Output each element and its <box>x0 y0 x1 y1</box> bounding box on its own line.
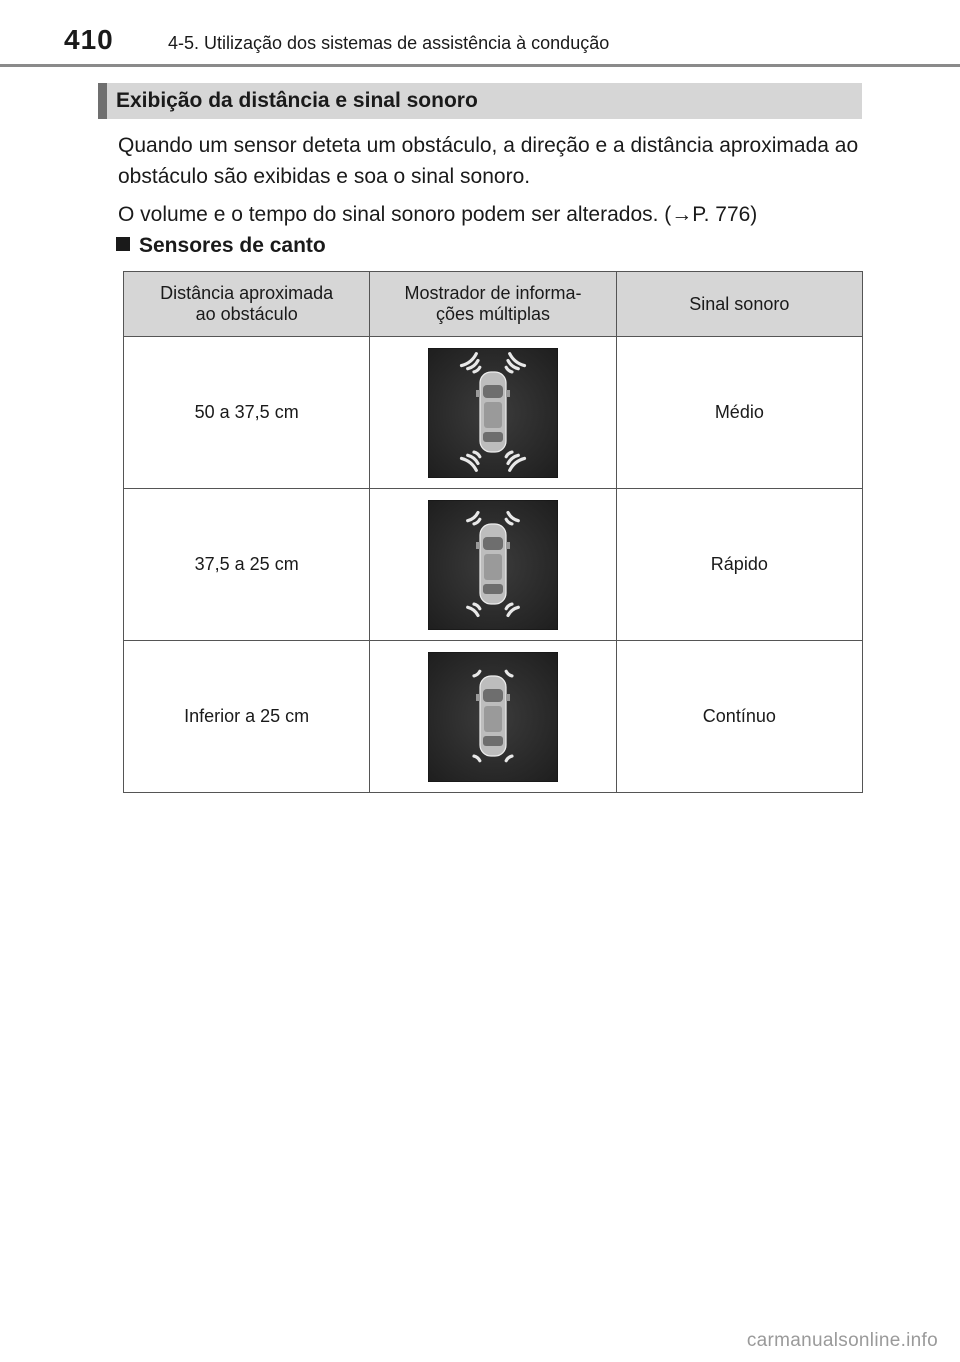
page-header <box>0 0 960 68</box>
watermark: carmanualsonline.info <box>746 1330 938 1351</box>
header-beep: Sinal sonoro <box>616 272 862 337</box>
page-number: 410 <box>64 24 114 55</box>
beep-cell: Contínuo <box>616 641 862 793</box>
reference-arrow: → <box>671 203 693 226</box>
parking-sensor-display-icon <box>428 348 558 478</box>
table-row <box>124 337 863 489</box>
table-row <box>124 641 863 793</box>
page-reference-link[interactable]: P. 776) <box>692 203 758 226</box>
volume-text: O volume e o tempo do sinal sonoro podem ser alterados. ( <box>118 203 672 226</box>
chapter-title: 4-5. Utilização dos sistemas de assistência à condução <box>168 33 610 53</box>
table-row <box>124 489 863 641</box>
table-header-row <box>124 272 863 337</box>
parking-sensor-display-icon <box>428 652 558 782</box>
header-display: Mostrador de informa- ções múltiplas <box>370 272 616 337</box>
intro-paragraph: Quando um sensor deteta um obstáculo, a direção e a distância aproximada ao obstáculo são exibidas e soa o sinal sonoro. <box>118 134 859 188</box>
display-cell <box>370 641 616 793</box>
beep-cell: Médio <box>616 337 862 489</box>
sensor-table <box>123 271 863 793</box>
square-bullet-icon <box>116 237 130 251</box>
parking-sensor-display-icon <box>428 500 558 630</box>
volume-paragraph <box>118 199 863 230</box>
distance-cell: Inferior a 25 cm <box>124 641 370 793</box>
section-title: Exibição da distância e sinal sonoro <box>116 89 478 112</box>
beep-cell: Rápido <box>616 489 862 641</box>
section-heading <box>98 83 862 119</box>
section-marker <box>98 83 107 119</box>
distance-cell: 50 a 37,5 cm <box>124 337 370 489</box>
header-distance: Distância aproximada ao obstáculo <box>124 272 370 337</box>
subheading-text: Sensores de canto <box>139 234 326 257</box>
header-rule <box>0 64 960 67</box>
display-cell <box>370 489 616 641</box>
distance-cell: 37,5 a 25 cm <box>124 489 370 641</box>
subheading <box>116 234 326 258</box>
display-cell <box>370 337 616 489</box>
